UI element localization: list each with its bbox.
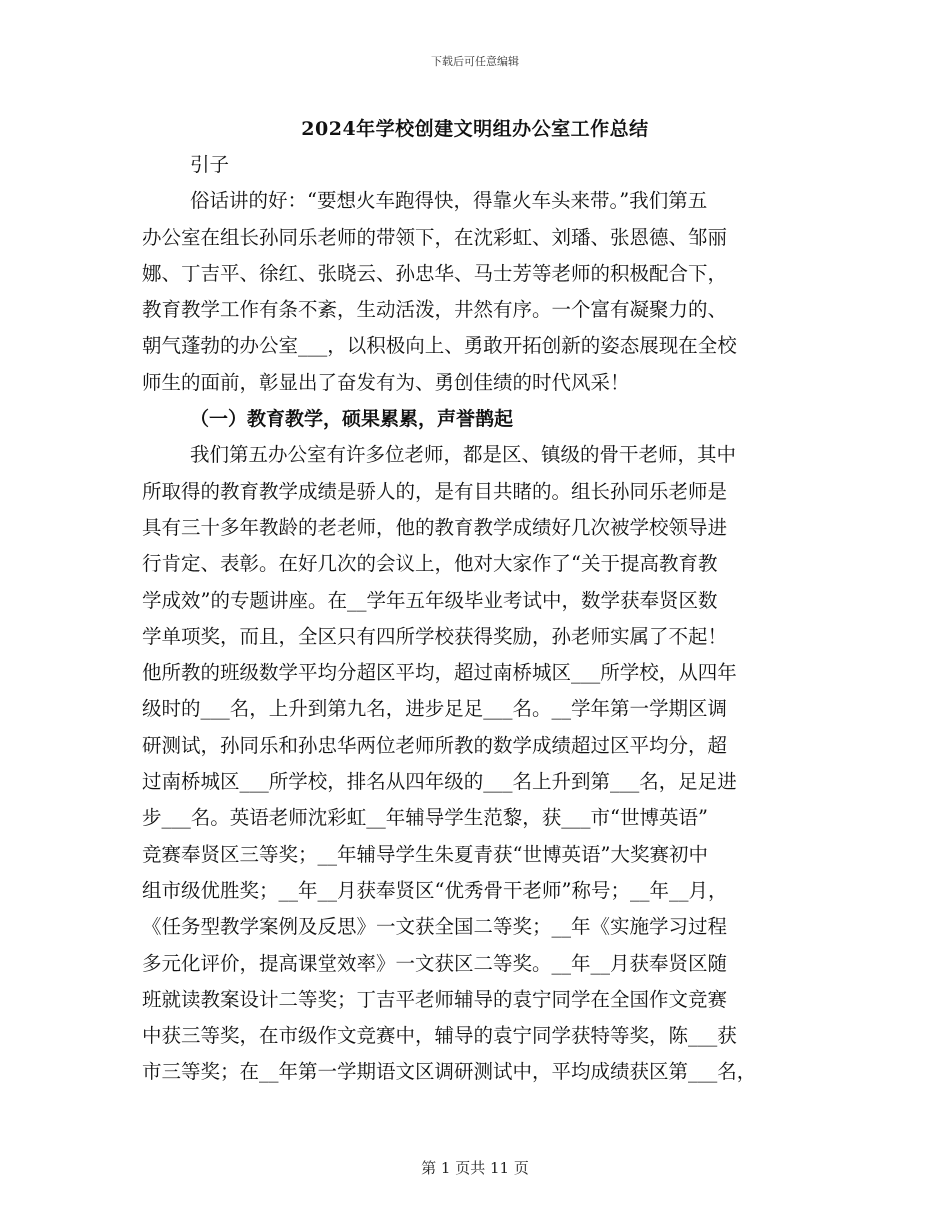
paragraph-line: 级时的___名，上升到第九名，进步足足___名。__学年第一学期区调 <box>142 697 728 721</box>
document-title: 2024年学校创建文明组办公室工作总结 <box>301 118 649 140</box>
paragraph-line: 娜、丁吉平、徐红、张晓云、孙忠华、马士芳等老师的积极配合下， <box>142 261 728 285</box>
paragraph-line: 多元化评价，提高课堂效率》一文获区二等奖。__年__月获奉贤区随 <box>142 951 728 975</box>
paragraph-line: 过南桥城区___所学校，排名从四年级的___名上升到第___名，足足进 <box>142 770 737 794</box>
paragraph-line: 研测试，孙同乐和孙忠华两位老师所教的数学成绩超过区平均分，超 <box>142 733 728 757</box>
header-note: 下载后可任意编辑 <box>431 55 519 68</box>
paragraph-line: 竞赛奉贤区三等奖；__年辅导学生朱夏青获“世博英语”大奖赛初中 <box>142 842 708 866</box>
section-heading: （一）教育教学，硕果累累，声誉鹊起 <box>190 408 514 431</box>
paragraph-line: 俗话讲的好：“要想火车跑得快，得靠火车头来带。”我们第五 <box>190 189 708 213</box>
intro-label: 引子 <box>190 153 230 176</box>
page-footer: 第 1 页共 11 页 <box>421 1159 529 1177</box>
paragraph-line: 中获三等奖，在市级作文竞赛中，辅导的袁宁同学获特等奖，陈___获 <box>142 1024 737 1048</box>
paragraph-line: 朝气蓬勃的办公室___，以积极向上、勇敢开拓创新的姿态展现在全校 <box>142 334 737 358</box>
paragraph-line: 行肯定、表彰。在好几次的会议上，他对大家作了“关于提高教育教 <box>142 552 718 576</box>
paragraph-line: 步___名。英语老师沈彩虹__年辅导学生范黎，获___市“世博英语” <box>142 806 708 830</box>
paragraph-line: 《任务型教学案例及反思》一文获全国二等奖；__年《实施学习过程 <box>142 915 728 939</box>
paragraph-line: 学成效”的专题讲座。在__学年五年级毕业考试中，数学获奉贤区数 <box>142 588 718 612</box>
paragraph-line: 组市级优胜奖；__年__月获奉贤区“优秀骨干老师”称号；__年__月， <box>142 878 728 902</box>
paragraph-line: 我们第五办公室有许多位老师，都是区、镇级的骨干老师，其中 <box>190 443 737 467</box>
paragraph-line: 具有三十多年教龄的老老师，他的教育教学成绩好几次被学校领导进 <box>142 515 728 539</box>
paragraph-line: 办公室在组长孙同乐老师的带领下，在沈彩虹、刘璠、张恩德、邹丽 <box>142 225 728 249</box>
paragraph-line: 班就读教案设计二等奖；丁吉平老师辅导的袁宁同学在全国作文竞赛 <box>142 987 728 1011</box>
paragraph-line: 所取得的教育教学成绩是骄人的，是有目共睹的。组长孙同乐老师是 <box>142 479 728 503</box>
document-body <box>142 147 810 1091</box>
paragraph-line: 他所教的班级数学平均分超区平均，超过南桥城区___所学校，从四年 <box>142 661 737 685</box>
paragraph-line: 师生的面前，彰显出了奋发有为、勇创佳绩的时代风采！ <box>142 370 630 394</box>
paragraph-line: 学单项奖，而且，全区只有四所学校获得奖励，孙老师实属了不起！ <box>142 624 728 648</box>
paragraph-line: 教育教学工作有条不紊，生动活泼，井然有序。一个富有凝聚力的、 <box>142 298 728 322</box>
paragraph-line: 市三等奖；在__年第一学期语文区调研测试中，平均成绩获区第___名， <box>142 1060 757 1084</box>
